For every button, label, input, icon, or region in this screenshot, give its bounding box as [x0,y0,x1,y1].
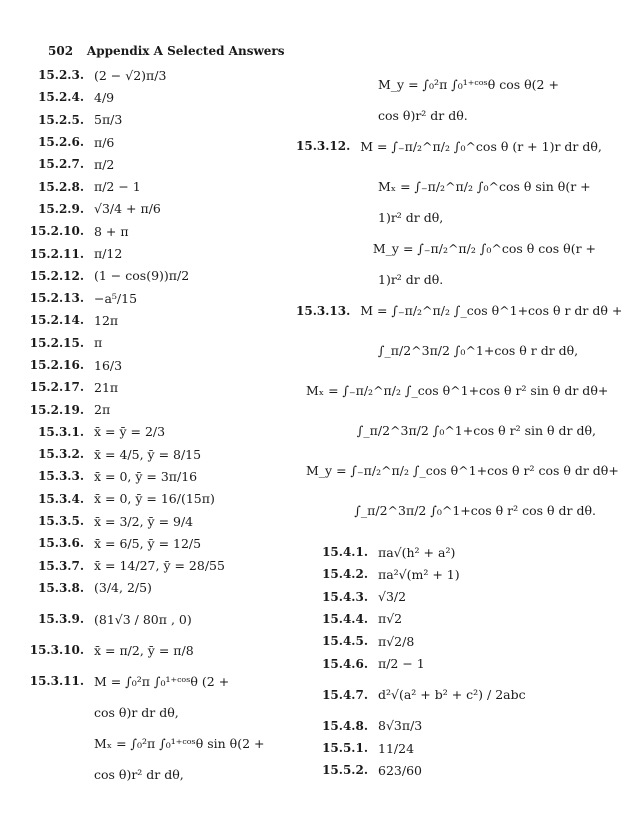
page-number: 502 [48,44,74,58]
answer-number: 15.3.1. [38,424,84,439]
answer-row [296,608,596,630]
answer-text: ∫_π/2^3π/2 ∫₀^1+cos θ r² cos θ dr dθ. [354,503,596,519]
left-column [14,64,294,786]
answer-row [296,759,596,781]
answer-text: x̄ = 3/2, ȳ = 9/4 [94,513,194,529]
answer-row [296,675,596,715]
answer-row [14,287,294,309]
answer-number: 15.4.3. [322,589,368,604]
answer-row [14,64,294,86]
answer-text: π/2 − 1 [94,179,141,195]
answer-row [14,488,294,510]
answer-row [14,332,294,354]
answer-text: x̄ = 0, ȳ = 16/(15π) [94,491,215,507]
answer-row [14,153,294,175]
answer-text: cos θ)r dr dθ, [94,705,179,721]
answer-text: x̄ = 0, ȳ = 3π/16 [94,468,198,484]
answer-number: 15.3.13. [296,303,351,318]
answer-text: cos θ)r² dr dθ. [378,107,468,123]
answer-text: x̄ = 6/5, ȳ = 12/5 [94,535,202,551]
answer-row [14,131,294,153]
answer-text: (3/4, 2/5) [94,580,152,596]
answer-text: ∫_π/2^3π/2 ∫₀^1+cos θ r dr dθ, [378,343,579,359]
answer-text: cos θ)r² dr dθ, [94,767,184,783]
answer-text: 5π/3 [94,112,123,128]
answer-number: 15.2.16. [29,358,84,372]
answer-number: 15.3.3. [38,469,84,484]
answer-number: 15.2.17. [29,380,84,395]
answer-number: 15.2.19. [29,402,84,417]
answer-number: 15.4.7. [322,687,368,702]
answer-row [296,126,602,166]
answer-row [296,491,596,531]
answer-text: 8√3π/3 [378,718,423,734]
answer-row [14,577,294,599]
answer-row [296,737,596,759]
answer-number: 15.4.5. [322,634,368,649]
answer-row [14,86,294,108]
answer-text: −a⁵/15 [94,290,138,306]
answer-row [296,630,596,652]
answer-number: 15.3.2. [38,447,84,462]
answer-number: 15.4.4. [322,611,368,626]
spacer [296,531,596,541]
answer-row [14,309,294,331]
answer-row [14,198,294,220]
answer-number: 15.4.6. [322,656,368,671]
answer-number: 15.3.9. [38,612,84,627]
answer-row [14,443,294,465]
answer-text: 623/60 [378,762,422,778]
answer-row [14,465,294,487]
answer-row [14,109,294,131]
answer-number: 15.4.1. [322,545,368,560]
answer-row [296,291,623,331]
answer-row [14,639,294,661]
answer-number: 15.2.11. [29,246,84,261]
answer-text: M_y = ∫₀²π ∫₀¹⁺ᶜᵒˢθ cos θ(2 + [378,76,559,92]
answer-row [14,510,294,532]
answer-text: π/2 − 1 [378,656,425,672]
answer-number: 15.2.7. [38,157,84,172]
answer-row [14,661,294,701]
answer-row [14,701,294,723]
answer-row [14,242,294,264]
answer-number: 15.4.8. [322,718,368,733]
right-column [296,64,623,782]
answer-row [296,451,619,491]
answer-row [14,398,294,420]
answer-number: 15.2.4. [38,90,84,105]
answer-row [296,563,596,585]
answer-text: x̄ = π/2, ȳ = π/8 [94,642,194,658]
answer-number: 15.3.7. [38,558,84,573]
answer-text: 4/9 [94,89,115,105]
answer-row [296,411,596,451]
answer-number: 15.3.12. [296,139,351,154]
answer-row [14,354,294,376]
answer-number: 15.2.6. [38,135,84,150]
answer-row [14,376,294,398]
answer-row [296,331,596,371]
answer-text: (81√3 / 80π , 0) [94,611,192,627]
answer-row [296,715,596,737]
answer-text: Mₓ = ∫₋π/₂^π/₂ ∫₀^cos θ sin θ(r + [378,178,591,194]
answer-row [296,652,596,674]
answer-number: 15.3.11. [29,674,84,689]
answer-text: √3/2 [378,589,407,605]
answer-row [296,585,596,607]
answer-text: π [94,335,103,351]
answer-row [14,265,294,287]
answer-text: ∫_π/2^3π/2 ∫₀^1+cos θ r² sin θ dr dθ, [356,423,596,439]
answer-row [14,220,294,242]
answer-number: 15.2.9. [38,201,84,216]
answer-text: M_y = ∫₋π/₂^π/₂ ∫_cos θ^1+cos θ r² cos θ dr dθ+ [306,463,619,479]
answer-text: πa²√(m² + 1) [378,566,460,582]
answer-text: M_y = ∫₋π/₂^π/₂ ∫₀^cos θ cos θ(r + [372,241,596,257]
answer-number: 15.3.10. [29,643,84,658]
answer-text: Mₓ = ∫₀²π ∫₀¹⁺ᶜᵒˢθ sin θ(2 + [94,736,265,752]
answer-number: 15.2.5. [38,112,84,127]
answer-text: 11/24 [378,740,415,756]
answer-number: 15.3.5. [38,514,84,529]
answer-row [14,599,294,639]
answer-row [14,421,294,443]
answer-text: 12π [94,312,119,328]
answer-text: x̄ = 14/27, ȳ = 28/55 [94,558,225,574]
answer-row [296,229,596,269]
answer-row [14,555,294,577]
answer-text: 1)r² dr dθ. [378,272,444,288]
answer-text: π/12 [94,246,123,262]
answer-number: 15.4.2. [322,567,368,582]
answer-row [14,724,294,764]
answer-text: π√2/8 [378,633,415,649]
answer-text: 16/3 [94,357,123,373]
answer-row [296,269,596,291]
answer-number: 15.2.10. [29,224,84,239]
answer-text: π/6 [94,134,115,150]
answer-number: 15.2.12. [29,268,84,283]
answer-row [296,541,596,563]
answer-text: 8 + π [94,223,129,239]
answer-text: πa√(h² + a²) [378,544,456,560]
answer-number: 15.2.14. [29,313,84,328]
answer-text: π/2 [94,156,115,172]
answer-text: M = ∫₋π/₂^π/₂ ∫_cos θ^1+cos θ r dr dθ + [360,303,623,319]
answer-text: Mₓ = ∫₋π/₂^π/₂ ∫_cos θ^1+cos θ r² sin θ dr dθ+ [306,383,609,399]
answer-text: M = ∫₀²π ∫₀¹⁺ᶜᵒˢθ (2 + [94,673,230,689]
answer-text: π√2 [378,611,403,627]
answer-text: M = ∫₋π/₂^π/₂ ∫₀^cos θ (r + 1)r dr dθ, [360,138,602,154]
answer-row [14,532,294,554]
answer-text: 1)r² dr dθ, [378,209,444,225]
page-header [48,44,285,58]
answer-row [296,104,596,126]
answer-text: x̄ = 4/5, ȳ = 8/15 [94,446,202,462]
answer-text: 21π [94,379,119,395]
answer-text: d²√(a² + b² + c²) / 2abc [378,687,526,703]
answer-number: 15.5.2. [322,763,368,778]
answer-number: 15.3.8. [38,580,84,595]
running-title: Appendix A Selected Answers [86,44,285,58]
answer-number: 15.2.15. [29,335,84,350]
answer-number: 15.2.3. [38,68,84,83]
answer-number: 15.5.1. [322,741,368,756]
answer-row [296,371,609,411]
answer-text: (2 − √2)π/3 [94,67,167,83]
answer-row [296,166,596,206]
answer-number: 15.3.6. [38,536,84,551]
answer-text: √3/4 + π/6 [94,201,161,217]
answer-row [14,764,294,786]
answer-text: 2π [94,402,111,418]
answer-text: (1 − cos(9))π/2 [94,268,190,284]
answer-row [296,64,596,104]
answer-number: 15.2.8. [38,179,84,194]
answer-number: 15.3.4. [38,491,84,506]
answer-number: 15.2.13. [29,291,84,306]
answer-row [296,206,596,228]
answer-row [14,175,294,197]
answer-text: x̄ = ȳ = 2/3 [94,424,166,440]
